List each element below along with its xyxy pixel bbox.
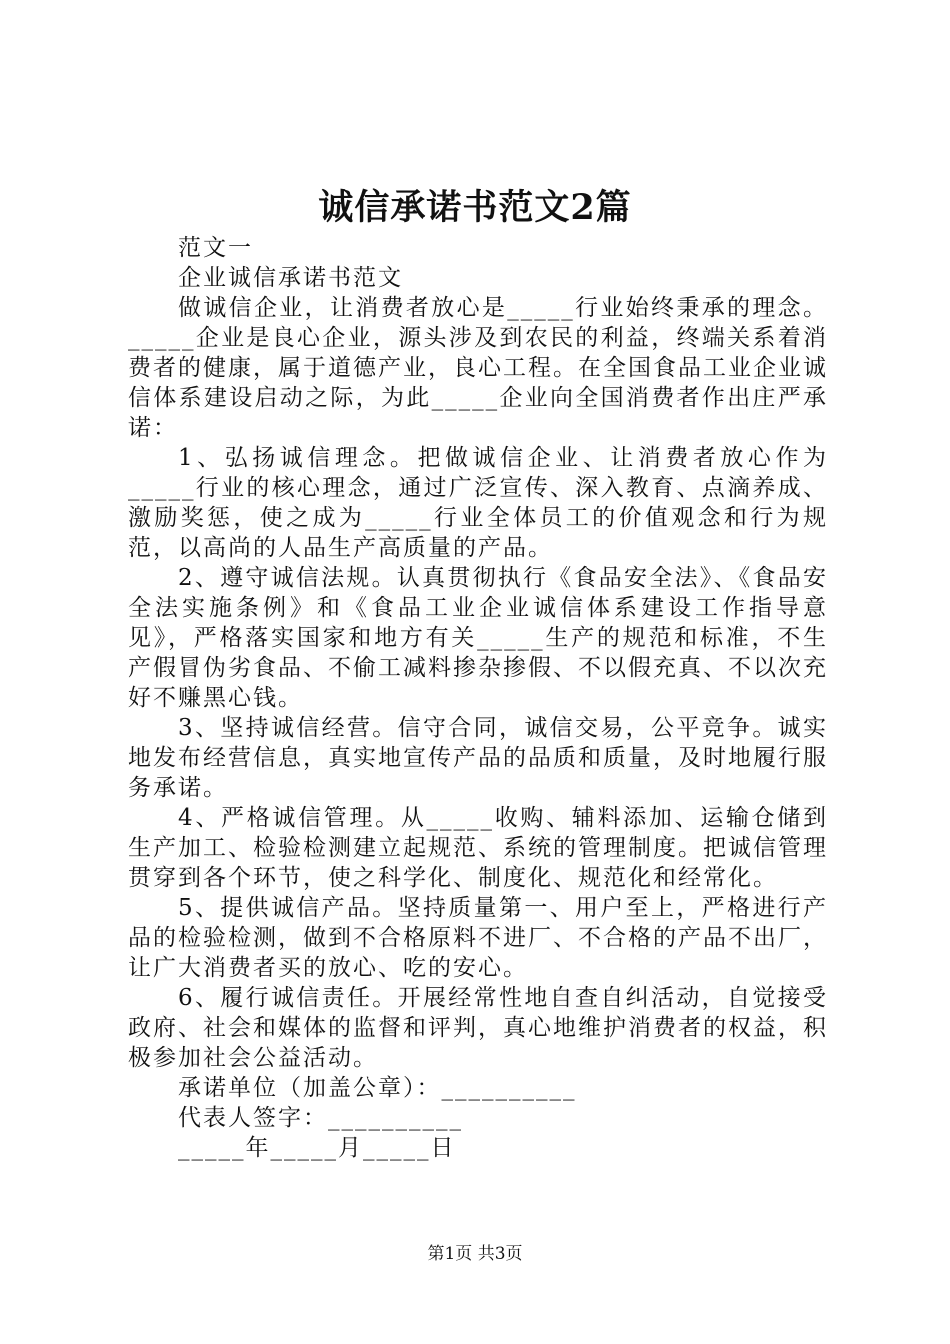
commitment-item-5: 5、提供诚信产品。坚持质量第一、用户至上，严格进行产品的检验检测，做到不合格原料不进厂、不合格的产品不出厂，让广大消费者买的放心、吃的安心。	[128, 895, 828, 981]
document-body	[128, 233, 828, 1163]
commitment-item-1: 1、弘扬诚信理念。把做诚信企业、让消费者放心作为_____行业的核心理念，通过广泛宣传、深入教育、点滴养成、激励奖惩，使之成为_____行业全体员工的价值观念和行为规范，以高尚的人品生产高质量的产品。	[128, 445, 828, 561]
section-label: 范文一	[178, 235, 253, 261]
page-footer: 第1页 共3页	[427, 1244, 523, 1264]
representative-signature-line: 代表人签字：__________	[178, 1105, 463, 1131]
commitment-item-2: 2、遵守诚信法规。认真贯彻执行《食品安全法》、《食品安全法实施条例》和《食品工业企业诚信体系建设工作指导意见》，严格落实国家和地方有关_____生产的规范和标准，不生产假冒伪劣食品、不偷工减料掺杂掺假、不以假充真、不以次充好不赚黑心钱。	[128, 565, 828, 711]
signing-unit-line: 承诺单位（加盖公章）：__________	[178, 1075, 577, 1101]
commitment-item-6: 6、履行诚信责任。开展经常性地自查自纠活动，自觉接受政府、社会和媒体的监督和评判，真心地维护消费者的权益，积极参加社会公益活动。	[128, 985, 828, 1071]
section-heading: 企业诚信承诺书范文	[178, 265, 403, 291]
document-title: 诚信承诺书范文2篇	[318, 187, 632, 228]
intro-paragraph: 做诚信企业，让消费者放心是_____行业始终秉承的理念。_____企业是良心企业，源头涉及到农民的利益，终端关系着消费者的健康，属于道德产业，良心工程。在全国食品工业企业诚信体系建设启动之际，为此_____企业向全国消费者作出庄严承诺：	[128, 295, 828, 441]
commitment-item-4: 4、严格诚信管理。从_____收购、辅料添加、运输仓储到生产加工、检验检测建立起规范、系统的管理制度。把诚信管理贯穿到各个环节，使之科学化、制度化、规范化和经常化。	[128, 805, 828, 891]
commitment-item-3: 3、坚持诚信经营。信守合同，诚信交易，公平竞争。诚实地发布经营信息，真实地宣传产品的品质和质量，及时地履行服务承诺。	[128, 715, 828, 801]
date-line: _____年_____月_____日	[178, 1135, 456, 1161]
